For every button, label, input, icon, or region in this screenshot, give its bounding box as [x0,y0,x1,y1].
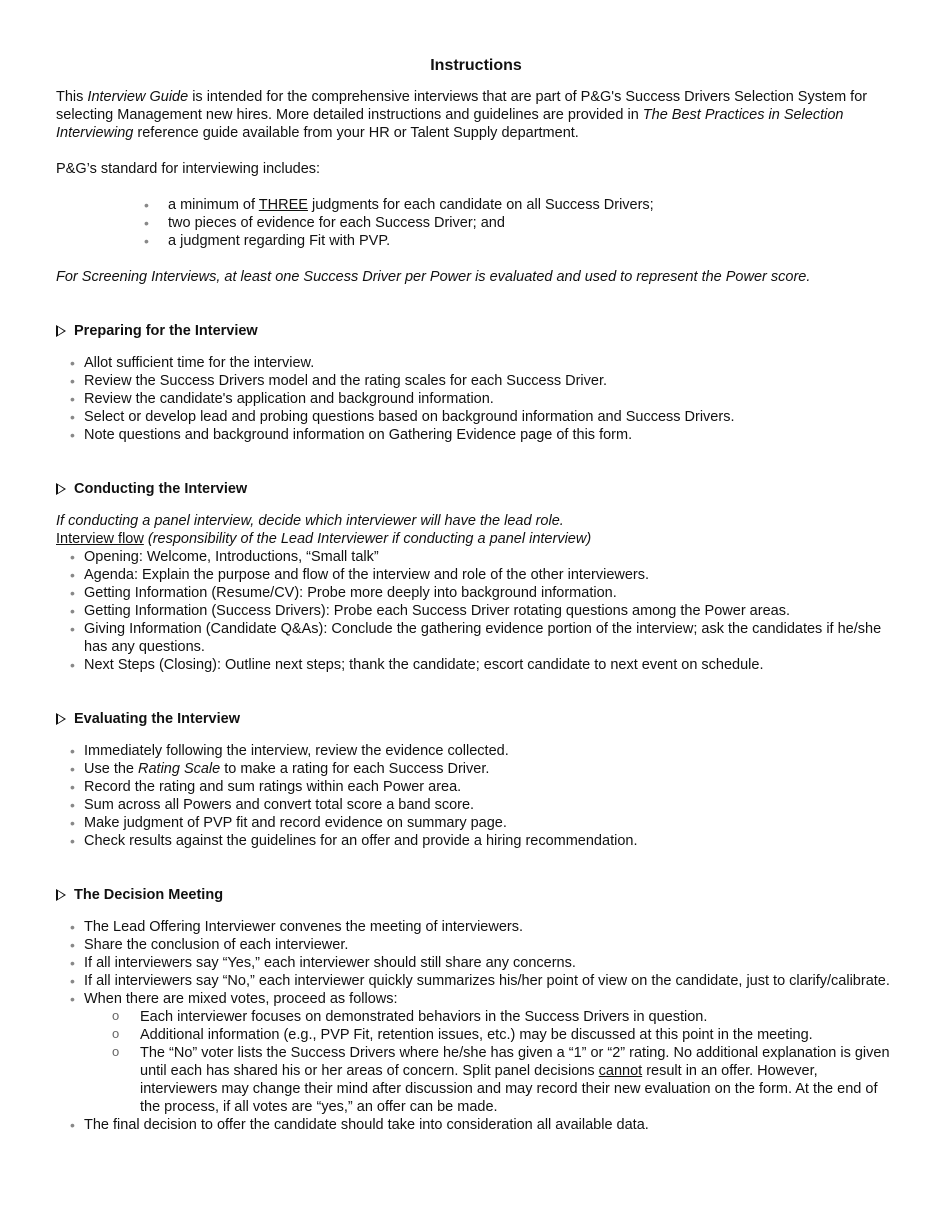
sub-list-item: o Additional information (e.g., PVP Fit, retention issues, etc.) may be discussed at this point in the meeting. [112,1026,896,1044]
page-title: Instructions [430,57,522,74]
standard-heading: P&G’s standard for interviewing includes: [56,161,321,177]
preparing-list [56,354,896,444]
list-item: • Review the candidate's application and background information. [70,390,896,408]
list-item: • Agenda: Explain the purpose and flow of the interview and role of the other interviewers. [70,566,896,584]
decision-list [56,918,896,1134]
list-item: • a minimum of THREE judgments for each candidate on all Success Drivers; [144,196,896,214]
list-item: • Use the Rating Scale to make a rating for each Success Driver. [70,760,896,778]
best-practices-title: The Best Practices in Selection Interviewing [56,107,844,141]
list-item: • Opening: Welcome, Introductions, “Small talk” [70,548,896,566]
list-item: • Sum across all Powers and convert total score a band score. [70,796,896,814]
list-item: • If all interviewers say “Yes,” each interviewer should still share any concerns. [70,954,896,972]
list-item: • Share the conclusion of each interviewer. [70,936,896,954]
list-item: • Review the Success Drivers model and the rating scales for each Success Driver. [70,372,896,390]
conducting-list [56,548,896,674]
list-item: • The Lead Offering Interviewer convenes the meeting of interviewers. [70,918,896,936]
list-item: • Immediately following the interview, review the evidence collected. [70,742,896,760]
triangle-right-icon [56,483,66,495]
list-item: • Next Steps (Closing): Outline next steps; thank the candidate; escort candidate to next event on schedule. [70,656,896,674]
interview-flow-label: Interview flow [56,531,144,547]
evaluating-list [56,742,896,850]
section-heading-conducting: Conducting the Interview [56,480,896,498]
list-item: • The final decision to offer the candidate should take into consideration all available data. [70,1116,896,1134]
sub-list-item: o Each interviewer focuses on demonstrated behaviors in the Success Drivers in question. [112,1008,896,1026]
list-item: • When there are mixed votes, proceed as follows: o Each interviewer focuses on demonstrated behaviors in the Success Drivers in question. o Additional information (e.g., PVP Fit, retention issues, etc.) may be discussed at this point in the meeting. o The “No” voter lists the Success Drivers where he/she has given a “1” or “2” rating. No additional explanation is given until each has shared his or her areas of concern. Split panel decisions cannot result in an offer. However, interviewers may change their mind after discussion and may record their new evaluation on the form. At the end of the process, if all votes are “yes,” an offer can be made. [70,990,896,1116]
list-item: • Make judgment of PVP fit and record evidence on summary page. [70,814,896,832]
list-item: • If all interviewers say “No,” each interviewer quickly summarizes his/her point of view on the candidate, just to clarify/calibrate. [70,972,896,990]
triangle-right-icon [56,325,66,337]
intro-paragraph: This Interview Guide is intended for the comprehensive interviews that are part of P&G's Success Drivers Selection System for selecting Management new hires. More detailed instructions and guidelines are provided in The Best Practices in Selection Interviewing reference guide available from your HR or Talent Supply department. [56,89,868,141]
interview-guide-title: Interview Guide [87,89,189,105]
list-item: • Record the rating and sum ratings within each Power area. [70,778,896,796]
list-item: • Allot sufficient time for the interview. [70,354,896,372]
mixed-votes-sublist [84,1008,896,1116]
list-item: • two pieces of evidence for each Success Driver; and [144,214,896,232]
section-heading-preparing: Preparing for the Interview [56,322,896,340]
triangle-right-icon [56,713,66,725]
standard-list [56,196,896,250]
sub-list-item: o The “No” voter lists the Success Drivers where he/she has given a “1” or “2” rating. No additional explanation is given until each has shared his or her areas of concern. Split panel decisions cannot result in an offer. However, interviewers may change their mind after discussion and may record their new evaluation on the form. At the end of the process, if all votes are “yes,” an offer can be made. [112,1044,896,1116]
section-heading-evaluating: Evaluating the Interview [56,710,896,728]
section-heading-decision: The Decision Meeting [56,886,896,904]
screening-note: For Screening Interviews, at least one Success Driver per Power is evaluated and used to represent the Power score. [56,269,811,285]
list-item: • Getting Information (Resume/CV): Probe more deeply into background information. [70,584,896,602]
list-item: • Getting Information (Success Drivers): Probe each Success Driver rotating questions among the Power areas. [70,602,896,620]
panel-interview-note: If conducting a panel interview, decide which interviewer will have the lead role. [56,513,564,529]
interview-flow-line: Interview flow (responsibility of the Lead Interviewer if conducting a panel interview) [56,531,592,547]
instructions-page [56,56,896,1134]
list-item: • Note questions and background information on Gathering Evidence page of this form. [70,426,896,444]
list-item: • Giving Information (Candidate Q&As): Conclude the gathering evidence portion of the interview; ask the candidates if he/she has any questions. [70,620,896,656]
list-item: • a judgment regarding Fit with PVP. [144,232,896,250]
list-item: • Check results against the guidelines for an offer and provide a hiring recommendation. [70,832,896,850]
triangle-right-icon [56,889,66,901]
list-item: • Select or develop lead and probing questions based on background information and Success Drivers. [70,408,896,426]
